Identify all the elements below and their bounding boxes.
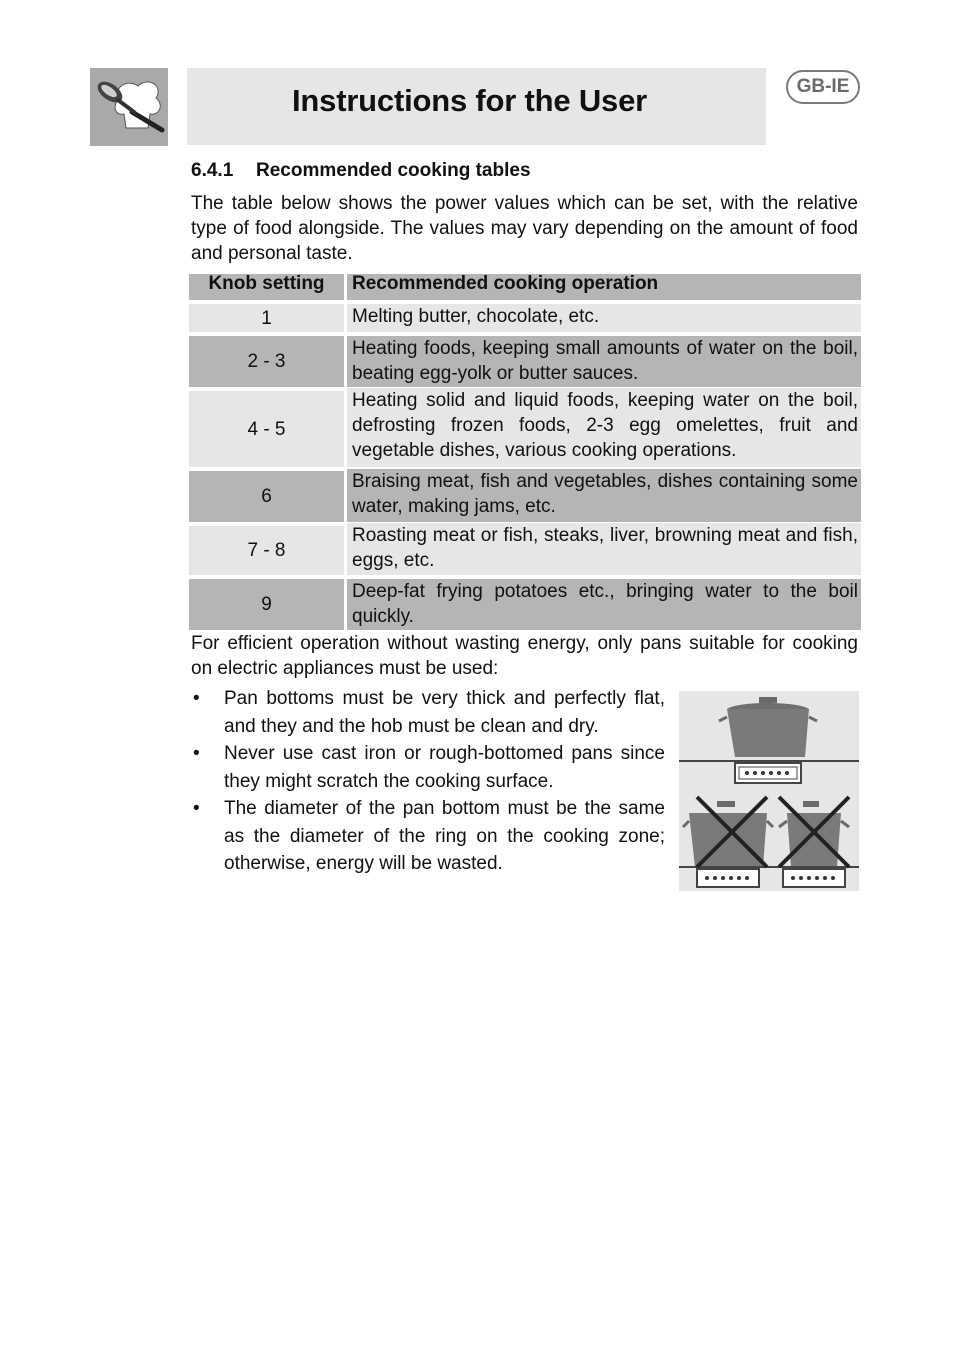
table-cell-operation: Deep-fat frying potatoes etc., bringing water to the boil quickly. xyxy=(347,579,861,630)
table-cell-operation: Heating foods, keeping small amounts of water on the boil, beating egg-yolk or butter sauces. xyxy=(347,336,861,387)
table-cell-operation: Roasting meat or fish, steaks, liver, browning meat and fish, eggs, etc. xyxy=(347,523,861,575)
table-cell-knob: 7 - 8 xyxy=(189,526,344,575)
page-title: Instructions for the User xyxy=(292,83,647,118)
pan-requirements-list xyxy=(191,685,665,878)
pan-diagram-icon xyxy=(679,691,859,891)
efficiency-paragraph: For efficient operation without wasting energy, only pans suitable for cooking on electric appliances must be used: xyxy=(191,633,858,679)
bullet-icon: • xyxy=(193,688,200,709)
section-title: Recommended cooking tables xyxy=(256,160,531,181)
table-cell-knob: 1 xyxy=(189,304,344,332)
section-number: 6.4.1 xyxy=(191,160,234,181)
list-item-text: The diameter of the pan bottom must be the same as the diameter of the ring on the cooking zone; otherwise, energy will be wasted. xyxy=(224,798,665,874)
list-item xyxy=(191,740,665,795)
table-cell-knob: 6 xyxy=(189,471,344,522)
table-cell-knob: 9 xyxy=(189,579,344,630)
table-header-operation: Recommended cooking operation xyxy=(347,274,861,300)
table-cell-operation: Heating solid and liquid foods, keeping water on the boil, defrosting frozen foods, 2-3 egg omelettes, fruit and vegetable dishes, various cooking operations. xyxy=(347,388,861,467)
pan-size-illustration xyxy=(679,691,859,891)
chef-hat-spoon-icon xyxy=(90,68,168,146)
intro-paragraph: The table below shows the power values which can be set, with the relative type of food alongside. The values may vary depending on the amount of food and personal taste. xyxy=(191,193,858,264)
list-item-text: Pan bottoms must be very thick and perfectly flat, and they and the hob must be clean and dry. xyxy=(224,688,665,737)
bullet-icon: • xyxy=(193,743,200,764)
table-cell-operation: Braising meat, fish and vegetables, dishes containing some water, making jams, etc. xyxy=(347,469,861,522)
list-item xyxy=(191,795,665,878)
chef-spoon-logo xyxy=(90,68,168,146)
table-header-knob: Knob setting xyxy=(189,274,344,300)
bullet-icon: • xyxy=(193,798,200,819)
list-item xyxy=(191,685,665,740)
section-heading xyxy=(191,160,531,182)
table-cell-knob: 4 - 5 xyxy=(189,391,344,467)
list-item-text: Never use cast iron or rough-bottomed pans since they might scratch the cooking surface. xyxy=(224,743,665,792)
table-cell-operation: Melting butter, chocolate, etc. xyxy=(347,304,861,332)
region-badge: GB-IE xyxy=(786,70,860,104)
table-cell-knob: 2 - 3 xyxy=(189,336,344,387)
